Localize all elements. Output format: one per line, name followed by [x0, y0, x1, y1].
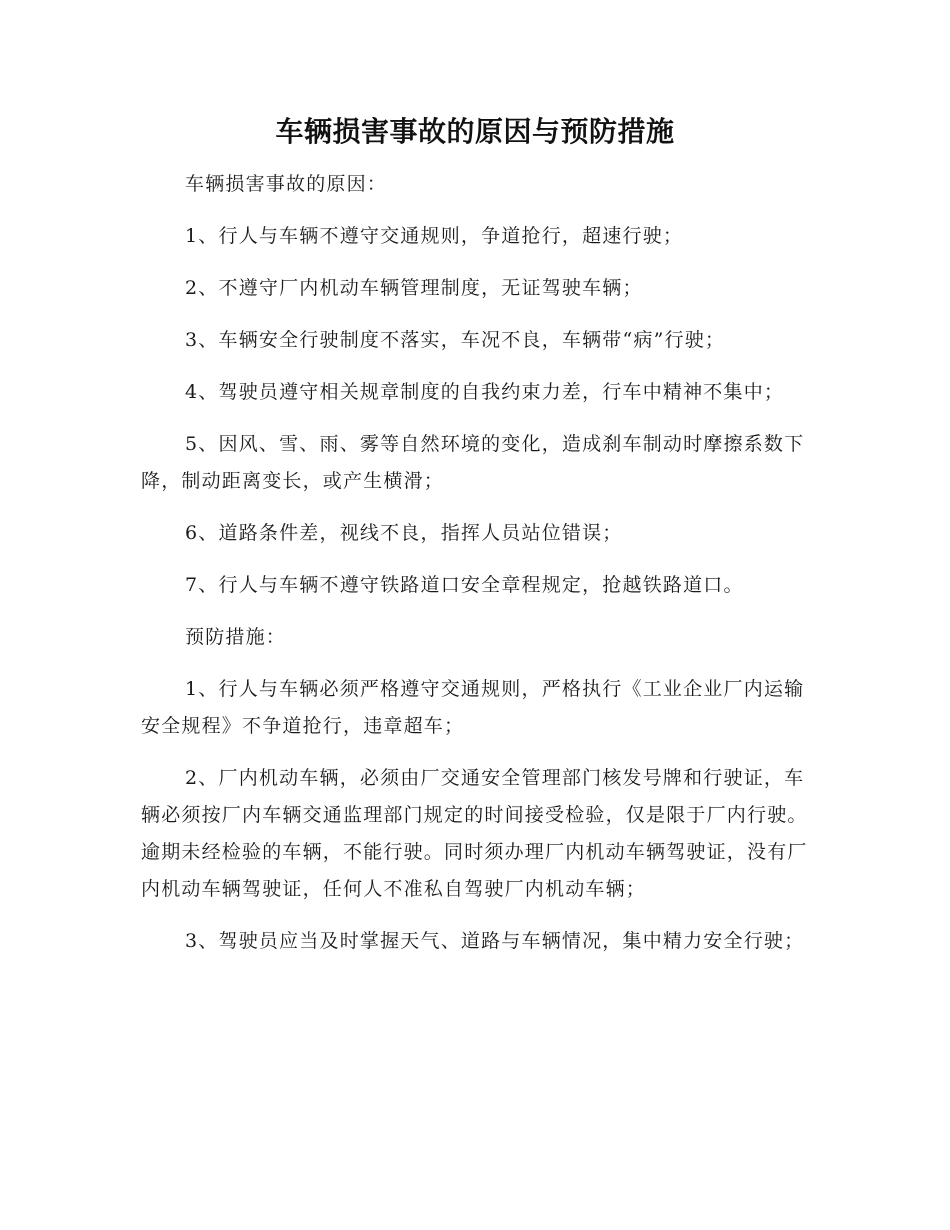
section-heading-prevention: 预防措施：	[185, 626, 287, 648]
cause-item-3: 3、车辆安全行驶制度不落实，车况不良，车辆带“病”行驶；	[185, 329, 726, 351]
prevention-item-3: 3、驾驶员应当及时掌握天气、道路与车辆情况，集中精力安全行驶；	[185, 930, 805, 952]
document-title: 车辆损害事故的原因与预防措施	[275, 115, 675, 148]
cause-item-5: 5、因风、雪、雨、雾等自然环境的变化，造成刹车制动时摩擦系数下降，制动距离变长，或产生横滑；	[141, 433, 805, 492]
cause-item-1: 1、行人与车辆不遵守交通规则，争道抢行，超速行驶；	[185, 225, 684, 247]
document-body	[141, 166, 809, 960]
prevention-item-1: 1、行人与车辆必须严格遵守交通规则，严格执行《工业企业厂内运输安全规程》不争道抢行，违章超车；	[141, 678, 805, 737]
cause-item-7: 7、行人与车辆不遵守铁路道口安全章程规定，抢越铁路道口。	[185, 574, 744, 596]
cause-item-6: 6、道路条件差，视线不良，指挥人员站位错误；	[185, 522, 623, 544]
cause-item-4: 4、驾驶员遵守相关规章制度的自我约束力差，行车中精神不集中；	[185, 381, 785, 403]
prevention-item-2: 2、厂内机动车辆，必须由厂交通安全管理部门核发号牌和行驶证，车辆必须按厂内车辆交通监理部门规定的时间接受检验，仅是限于厂内行驶。逾期未经检验的车辆，不能行驶。同时须办理厂内机动车辆驾驶证，没有厂内机动车辆驾驶证，任何人不准私自驾驶厂内机动车辆；	[141, 767, 808, 900]
section-heading-causes: 车辆损害事故的原因：	[185, 173, 388, 195]
cause-item-2: 2、不遵守厂内机动车辆管理制度，无证驾驶车辆；	[185, 277, 643, 299]
